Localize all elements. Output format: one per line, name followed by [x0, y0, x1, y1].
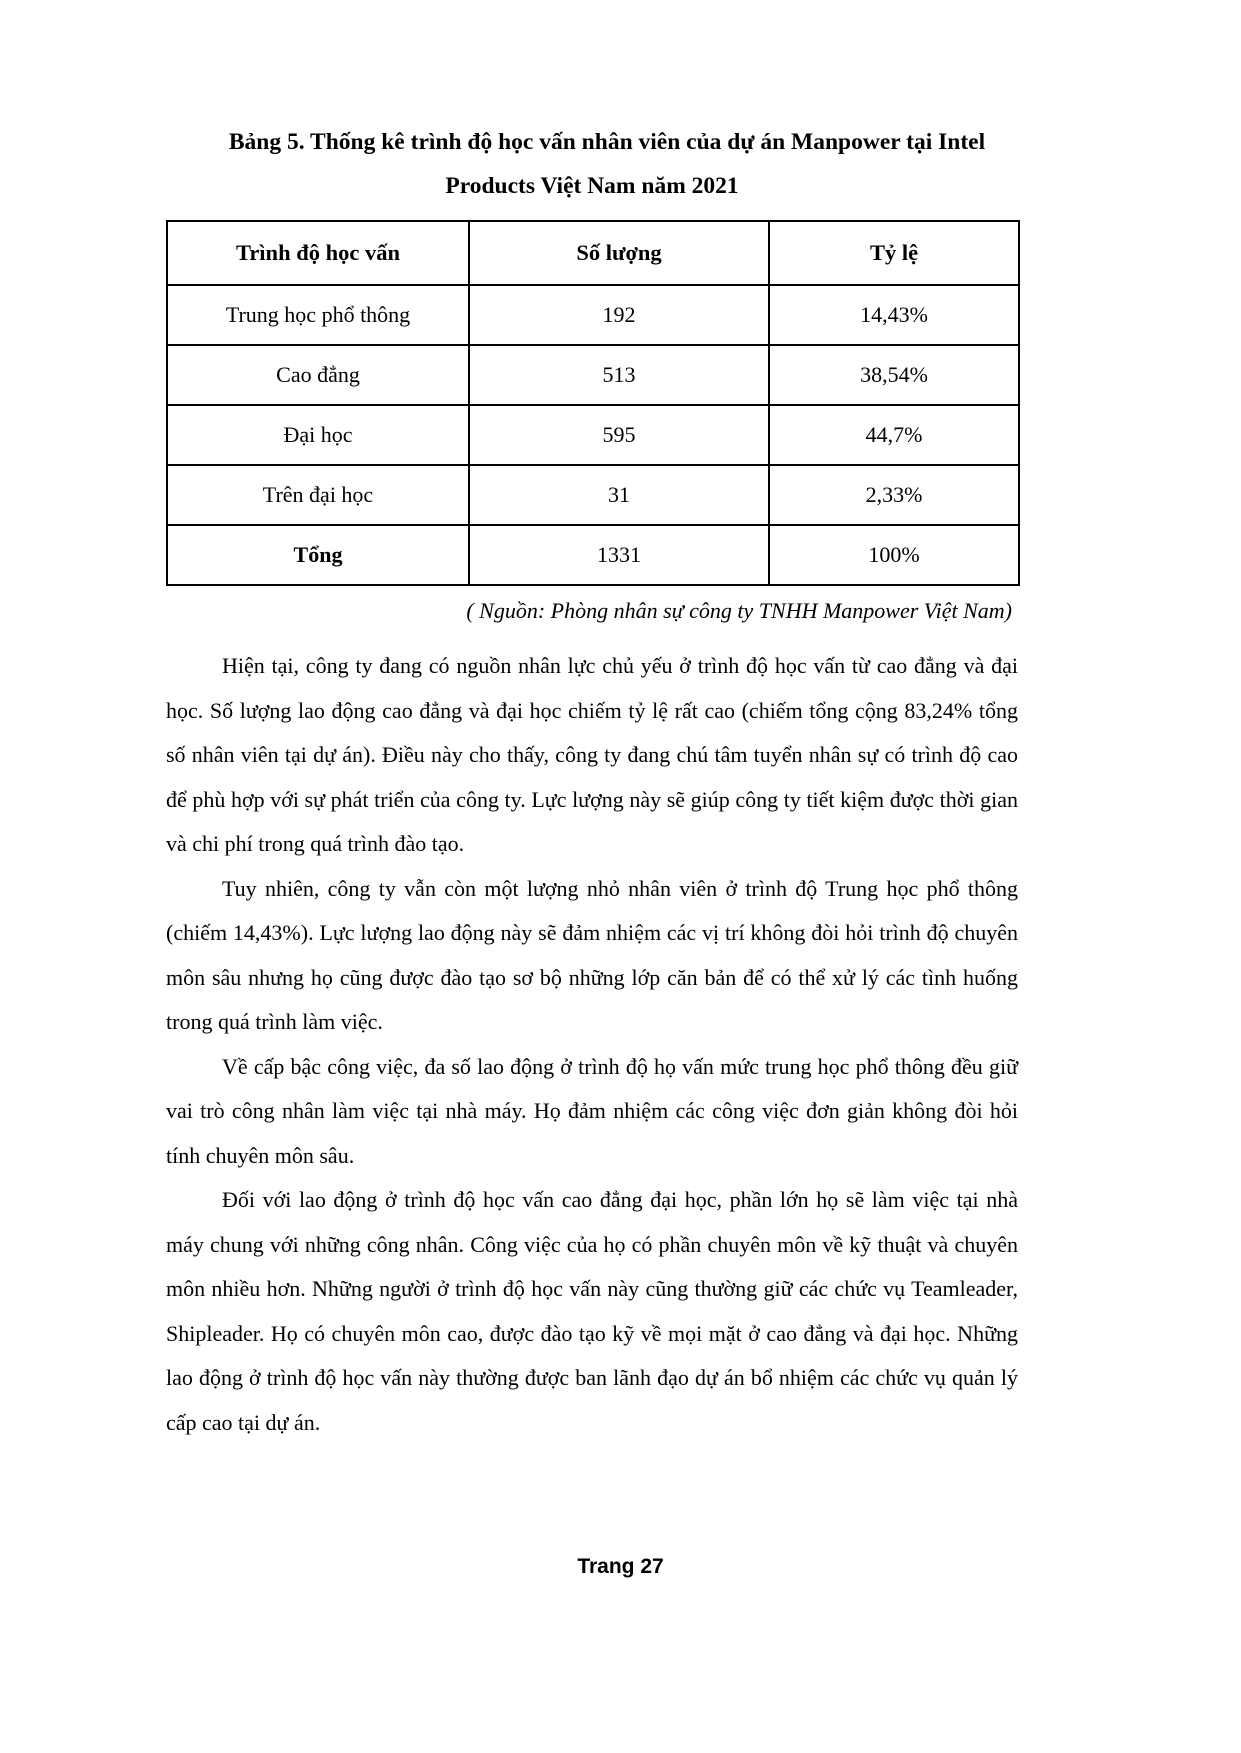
- cell-total-ratio: 100%: [769, 525, 1019, 585]
- cell-education-level: Cao đẳng: [167, 345, 469, 405]
- cell-ratio: 44,7%: [769, 405, 1019, 465]
- table-header-row: [167, 221, 1019, 285]
- table-row: [167, 345, 1019, 405]
- page-footer: Trang 27: [577, 1555, 664, 1578]
- table-row: [167, 465, 1019, 525]
- table-row: [167, 285, 1019, 345]
- cell-education-level: Đại học: [167, 405, 469, 465]
- paragraph: Về cấp bậc công việc, đa số lao động ở trình độ họ vấn mức trung học phổ thông đều giữ vai trò công nhân làm việc tại nhà máy. Họ đảm nhiệm các công việc đơn giản không đòi hỏi tính chuyên môn sâu.: [166, 1053, 1018, 1168]
- column-header-education-level: Trình độ học vấn: [167, 221, 469, 285]
- column-header-quantity: Số lượng: [469, 221, 769, 285]
- table-caption-line-2: Products Việt Nam năm 2021: [445, 173, 739, 199]
- cell-quantity: 31: [469, 465, 769, 525]
- table-caption-title: [166, 120, 1018, 208]
- education-statistics-table: [166, 220, 1020, 586]
- table-source-caption: ( Nguồn: Phòng nhân sự công ty TNHH Manpower Việt Nam): [466, 598, 1012, 623]
- cell-quantity: 513: [469, 345, 769, 405]
- paragraph: Tuy nhiên, công ty vẫn còn một lượng nhỏ nhân viên ở trình độ Trung học phổ thông (chiếm 14,43%). Lực lượng lao động này sẽ đảm nhiệm các vị trí không đòi hỏi trình độ chuyên môn sâu nhưng họ cũng được đào tạo sơ bộ những lớp căn bản để có thể xử lý các tình huống trong quá trình làm việc.: [166, 875, 1018, 1034]
- cell-ratio: 14,43%: [769, 285, 1019, 345]
- paragraph: Đối với lao động ở trình độ học vấn cao đẳng đại học, phần lớn họ sẽ làm việc tại nhà máy chung với những công nhân. Công việc của họ có phần chuyên môn về kỹ thuật và chuyên môn nhiều hơn. Những người ở trình độ học vấn này cũng thường giữ các chức vụ Teamleader, Shipleader. Họ có chuyên môn cao, được đào tạo kỹ về mọi mặt ở cao đẳng và đại học. Những lao động ở trình độ học vấn này thường được ban lãnh đạo dự án bổ nhiệm các chức vụ quản lý cấp cao tại dự án.: [166, 1187, 1018, 1435]
- column-header-ratio: Tỷ lệ: [769, 221, 1019, 285]
- table-row: [167, 405, 1019, 465]
- body-text-block: [166, 644, 1018, 1445]
- cell-education-level: Trung học phổ thông: [167, 285, 469, 345]
- cell-quantity: 595: [469, 405, 769, 465]
- table-caption-line-1: Bảng 5. Thống kê trình độ học vấn nhân viên của dự án Manpower tại Intel: [228, 129, 986, 155]
- cell-ratio: 2,33%: [769, 465, 1019, 525]
- cell-ratio: 38,54%: [769, 345, 1019, 405]
- cell-education-level: Trên đại học: [167, 465, 469, 525]
- cell-total-quantity: 1331: [469, 525, 769, 585]
- paragraph: Hiện tại, công ty đang có nguồn nhân lực chủ yếu ở trình độ học vấn từ cao đẳng và đại học. Số lượng lao động cao đẳng và đại học chiếm tỷ lệ rất cao (chiếm tổng cộng 83,24% tổng số nhân viên tại dự án). Điều này cho thấy, công ty đang chú tâm tuyển nhân sự có trình độ cao để phù hợp với sự phát triển của công ty. Lực lượng này sẽ giúp công ty tiết kiệm được thời gian và chi phí trong quá trình đào tạo.: [166, 653, 1018, 856]
- cell-total-label: Tổng: [167, 525, 469, 585]
- cell-quantity: 192: [469, 285, 769, 345]
- table-total-row: [167, 525, 1019, 585]
- page-content: [166, 120, 1018, 1445]
